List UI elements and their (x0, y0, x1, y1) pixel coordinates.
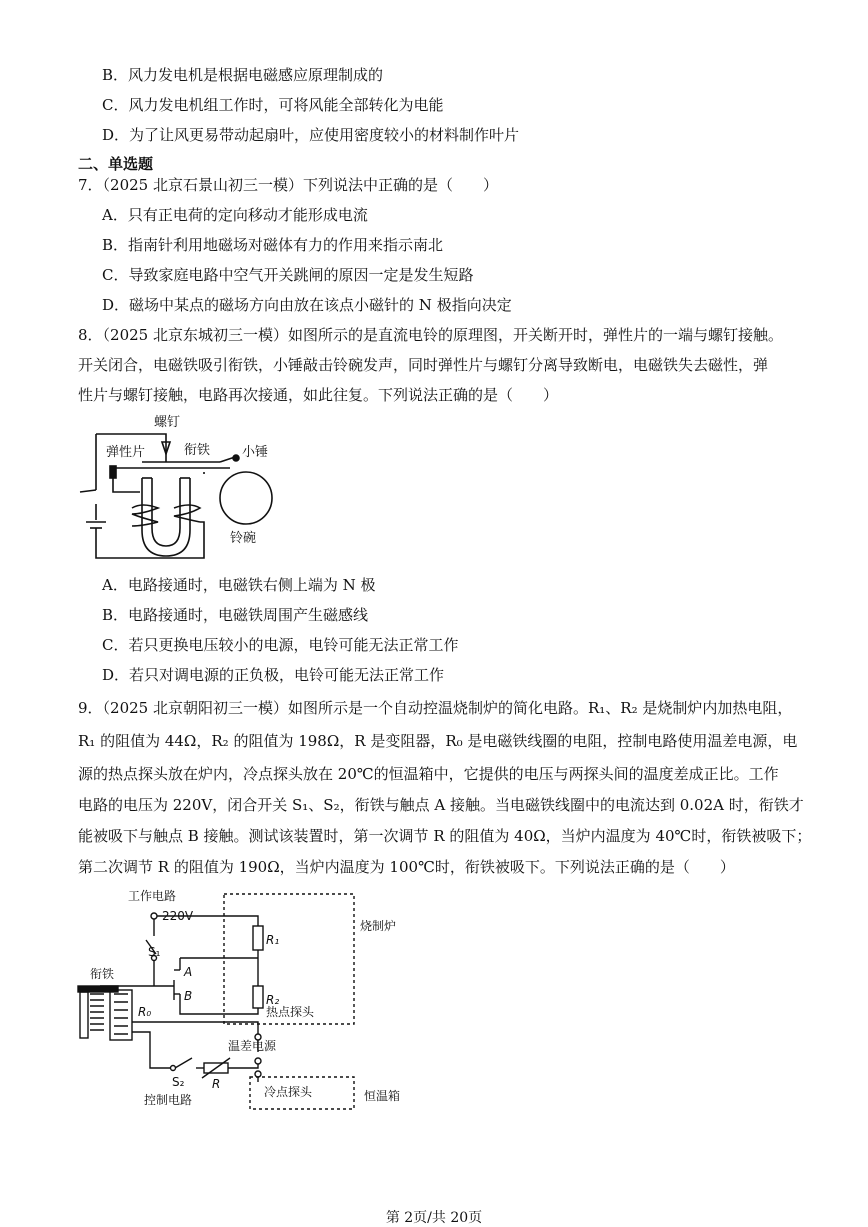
label-armature: 衔铁 (90, 967, 115, 981)
label-hammer: 小锤 (242, 445, 269, 460)
section-heading: 二、单选题 (78, 155, 154, 173)
q6-option-b: B．风力发电机是根据电磁感应原理制成的 (102, 66, 384, 84)
label-box: 恒温箱 (364, 1089, 401, 1103)
label-r2: R₂ (266, 993, 280, 1007)
q8-option-c: C．若只更换电压较小的电源，电铃可能无法正常工作 (102, 636, 459, 654)
label-cold-probe: 冷点探头 (264, 1085, 313, 1099)
q7-option-b: B．指南针利用地磁场对磁体有力的作用来指示南北 (102, 236, 444, 254)
label-thermo-source: 温差电源 (228, 1039, 277, 1053)
q6-option-d: D．为了让风更易带动起扇叶，应使用密度较小的材料制作叶片 (102, 126, 520, 144)
label-spring: 弹性片 (106, 445, 146, 460)
q9-stem-line2: R₁ 的阻值为 44Ω，R₂ 的阻值为 198Ω，R 是变阻器，R₀ 是电磁铁线圈的电阻，控制电路使用温差电源，电 (78, 732, 798, 750)
label-r0: R₀ (138, 1005, 152, 1019)
label-s2: S₂ (172, 1075, 185, 1089)
q8-bell-diagram (70, 412, 290, 572)
q7-stem: 7．（2025 北京石景山初三一模）下列说法中正确的是（ ） (78, 176, 498, 194)
label-r: R (212, 1077, 221, 1091)
q9-stem-line6: 第二次调节 R 的阻值为 190Ω，当炉内温度为 100℃时，衔铁被吸下。下列说法正确的是（ ） (78, 858, 735, 876)
q9-stem-line5: 能被吸下与触点 B 接触。测试该装置时，第一次调节 R 的阻值为 40Ω，当炉内温度为 40℃时，衔铁被吸下； (78, 827, 812, 845)
q9-circuit-diagram (70, 882, 430, 1112)
label-a: A (184, 965, 193, 979)
q8-option-b: B．电路接通时，电磁铁周围产生磁感线 (102, 606, 369, 624)
label-bell: 铃碗 (230, 531, 257, 546)
label-work-circuit: 工作电路 (128, 889, 177, 903)
page-footer: 第 2页/共 20页 (385, 1210, 483, 1226)
label-control-circuit: 控制电路 (144, 1093, 193, 1107)
label-b: B (184, 989, 193, 1003)
q9-stem-line3: 源的热点探头放在炉内，冷点探头放在 20℃的恒温箱中，它提供的电压与两探头间的温度差成正比。工作 (78, 765, 779, 783)
q9-stem-line4: 电路的电压为 220V，闭合开关 S₁、S₂，衔铁与触点 A 接触。当电磁铁线圈中的电流达到 0.02A 时，衔铁才 (78, 796, 804, 814)
q7-option-c: C．导致家庭电路中空气开关跳闸的原因一定是发生短路 (102, 266, 474, 284)
label-armature: 衔铁 (184, 443, 211, 458)
q8-stem-line1: 8．（2025 北京东城初三一模）如图所示的是直流电铃的原理图，开关断开时，弹性片的一端与螺钉接触。 (78, 326, 783, 344)
label-furnace: 烧制炉 (360, 919, 397, 933)
q8-option-d: D．若只对调电源的正负极，电铃可能无法正常工作 (102, 666, 445, 684)
label-screw: 螺钉 (154, 415, 181, 430)
label-s1: S₁ (148, 945, 161, 959)
q8-option-a: A．电路接通时，电磁铁右侧上端为 N 极 (102, 576, 376, 594)
label-r1: R₁ (266, 933, 280, 947)
label-voltage: 220V (162, 909, 194, 923)
q9-stem-line1: 9．（2025 北京朝阳初三一模）如图所示是一个自动控温烧制炉的简化电路。R₁、R₂ 是烧制炉内加热电阻， (78, 699, 793, 717)
q7-option-a: A．只有正电荷的定向移动才能形成电流 (102, 206, 368, 224)
q8-stem-line2: 开关闭合，电磁铁吸引衔铁，小锤敲击铃碗发声，同时弹性片与螺钉分离导致断电，电磁铁失去磁性，弹 (78, 356, 769, 374)
q7-option-d: D．磁场中某点的磁场方向由放在该点小磁针的 N 极指向决定 (102, 296, 512, 314)
label-hot-probe: 热点探头 (266, 1005, 315, 1019)
q6-option-c: C．风力发电机组工作时，可将风能全部转化为电能 (102, 96, 444, 114)
q8-stem-line3: 性片与螺钉接触，电路再次接通，如此往复。下列说法正确的是（ ） (78, 386, 559, 404)
